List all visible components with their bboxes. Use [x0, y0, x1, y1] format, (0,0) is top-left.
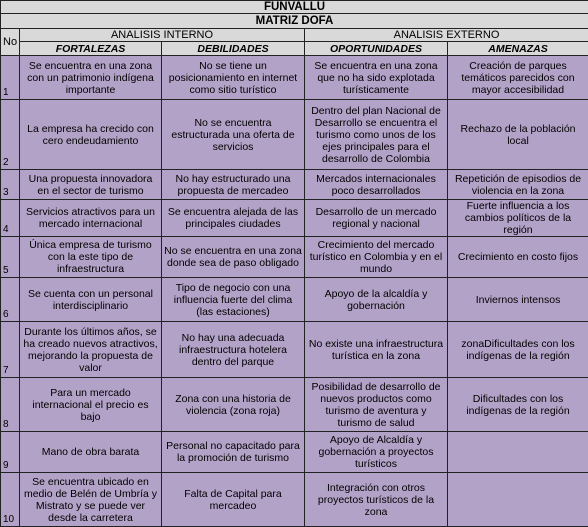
oportunidades-header: OPORTUNIDADES — [305, 42, 448, 56]
row-number: 2 — [1, 100, 20, 170]
amenazas-cell: Inviernos intensos — [448, 278, 588, 322]
subtitle-row — [1, 14, 588, 29]
oportunidades-cell: Apoyo de la alcaldía y gobernación — [305, 278, 448, 322]
fortalezas-cell: Servicios atractivos para un mercado internacional — [20, 200, 162, 237]
internal-analysis-header: ANALISIS INTERNO — [20, 29, 305, 42]
amenazas-cell: Dificultades con los indígenas de la región — [448, 378, 588, 432]
table-row — [1, 432, 588, 473]
table-row — [1, 100, 588, 170]
fortalezas-cell: Única empresa de turismo con la este tipo de infraestructura — [20, 237, 162, 278]
oportunidades-cell: Crecimiento del mercado turístico en Colombia y en el mundo — [305, 237, 448, 278]
row-number: 5 — [1, 237, 20, 278]
debilidades-cell: No se tiene un posicionamiento en internet como sitio turístico — [162, 56, 305, 100]
table-row — [1, 200, 588, 237]
row-number: 6 — [1, 278, 20, 322]
oportunidades-cell: Posibilidad de desarrollo de nuevos productos como turismo de aventura y turismo de salud — [305, 378, 448, 432]
table-row — [1, 378, 588, 432]
amenazas-cell — [448, 432, 588, 473]
table-row — [1, 322, 588, 378]
row-number: 1 — [1, 56, 20, 100]
fortalezas-cell: Se cuenta con un personal interdisciplinario — [20, 278, 162, 322]
table-row — [1, 473, 588, 527]
oportunidades-cell: Desarrollo de un mercado regional y nacional — [305, 200, 448, 237]
section-header-row — [1, 29, 588, 42]
fortalezas-cell: La empresa ha crecido con cero endeudamiento — [20, 100, 162, 170]
amenazas-cell: Fuerte influencia a los cambios políticos de la región — [448, 200, 588, 237]
debilidades-cell: Zona con una historia de violencia (zona roja) — [162, 378, 305, 432]
table-row — [1, 237, 588, 278]
debilidades-cell: Se encuentra alejada de las principales ciudades — [162, 200, 305, 237]
fortalezas-cell: Se encuentra ubicado en medio de Belén de Umbría y Mistrato y se puede ver desde la carretera — [20, 473, 162, 527]
amenazas-cell: Rechazo de la población local — [448, 100, 588, 170]
fortalezas-cell: Durante los últimos años, se ha creado nuevos atractivos, mejorando la propuesta de valor — [20, 322, 162, 378]
amenazas-cell: zonaDificultades con los indígenas de la región — [448, 322, 588, 378]
debilidades-cell: Personal no capacitado para la promoción de turismo — [162, 432, 305, 473]
title-row — [1, 1, 588, 14]
debilidades-cell: No hay una adecuada infraestructura hotelera dentro del parque — [162, 322, 305, 378]
oportunidades-cell: Dentro del plan Nacional de Desarrollo se encuentra el turismo como unos de los ejes principales para el desarrollo de Colombia — [305, 100, 448, 170]
debilidades-cell: No se encuentra en una zona donde sea de paso obligado — [162, 237, 305, 278]
number-column-header: No — [1, 29, 20, 56]
amenazas-cell: Repetición de episodios de violencia en la zona — [448, 170, 588, 200]
row-number: 7 — [1, 322, 20, 378]
debilidades-cell: No se encuentra estructurada una oferta de servicios — [162, 100, 305, 170]
fortalezas-cell: Para un mercado internacional el precio es bajo — [20, 378, 162, 432]
fortalezas-header: FORTALEZAS — [20, 42, 162, 56]
amenazas-cell: Creación de parques temáticos parecidos con mayor accesibilidad — [448, 56, 588, 100]
row-number: 9 — [1, 432, 20, 473]
fortalezas-cell: Una propuesta innovadora en el sector de turismo — [20, 170, 162, 200]
table-row — [1, 170, 588, 200]
table-title: FUNVALLU — [1, 1, 588, 14]
column-header-row — [1, 42, 588, 56]
oportunidades-cell: Se encuentra en una zona que no ha sido explotada turísticamente — [305, 56, 448, 100]
row-number: 4 — [1, 200, 20, 237]
debilidades-cell: Falta de Capital para mercadeo — [162, 473, 305, 527]
row-number: 10 — [1, 473, 20, 527]
amenazas-cell: Crecimiento en costo fijos — [448, 237, 588, 278]
oportunidades-cell: Integración con otros proyectos turísticos de la zona — [305, 473, 448, 527]
row-number: 8 — [1, 378, 20, 432]
oportunidades-cell: Apoyo de Alcaldía y gobernación a proyectos turísticos — [305, 432, 448, 473]
amenazas-cell — [448, 473, 588, 527]
debilidades-cell: Tipo de negocio con una influencia fuerte del clima (las estaciones) — [162, 278, 305, 322]
fortalezas-cell: Mano de obra barata — [20, 432, 162, 473]
table-row — [1, 56, 588, 100]
table-subtitle: MATRIZ DOFA — [1, 14, 588, 29]
debilidades-header: DEBILIDADES — [162, 42, 305, 56]
amenazas-header: AMENAZAS — [448, 42, 588, 56]
fortalezas-cell: Se encuentra en una zona con un patrimonio indígena importante — [20, 56, 162, 100]
row-number: 3 — [1, 170, 20, 200]
table-row — [1, 278, 588, 322]
oportunidades-cell: Mercados internacionales poco desarrollados — [305, 170, 448, 200]
external-analysis-header: ANALISIS EXTERNO — [305, 29, 588, 42]
oportunidades-cell: No existe una infraestructura turística en la zona — [305, 322, 448, 378]
debilidades-cell: No hay estructurado una propuesta de mercadeo — [162, 170, 305, 200]
